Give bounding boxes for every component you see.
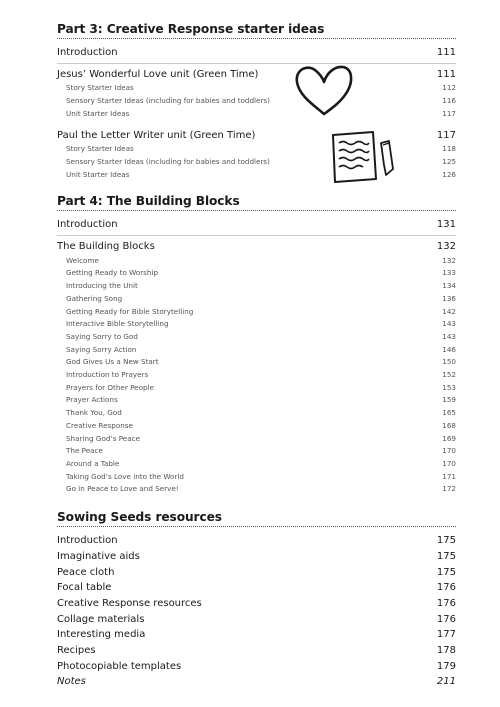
toc-label: Focal table — [57, 582, 112, 594]
toc-entry[interactable] — [57, 533, 456, 549]
toc-label: Taking God’s Love into the World — [66, 471, 184, 481]
toc-page: 132 — [436, 241, 456, 253]
toc-subentry[interactable] — [57, 483, 456, 496]
toc-label: Introduction — [57, 47, 118, 58]
toc-page: 177 — [436, 629, 456, 641]
toc-page: 171 — [442, 471, 456, 481]
toc-entry[interactable] — [57, 549, 456, 565]
part-4-section — [57, 194, 456, 496]
toc-page: 168 — [442, 420, 456, 430]
toc-label: Unit Starter Ideas — [66, 108, 130, 118]
toc-page: 178 — [436, 645, 456, 657]
toc-page: 153 — [442, 382, 456, 392]
toc-entry[interactable] — [57, 217, 456, 233]
toc-label: The Building Blocks — [57, 241, 155, 253]
toc-entry[interactable] — [57, 45, 456, 61]
toc-label: Paul the Letter Writer unit (Green Time) — [57, 129, 256, 141]
toc-label: Introducing the Unit — [66, 281, 138, 291]
part-3-title: Part 3: Creative Response starter ideas — [57, 22, 456, 39]
toc-page: 143 — [442, 319, 456, 329]
toc-label: Thank You, God — [66, 408, 122, 418]
toc-subentry[interactable] — [57, 82, 456, 95]
toc-page: 175 — [436, 535, 456, 547]
toc-page: 118 — [442, 144, 456, 154]
toc-page: 176 — [436, 613, 456, 625]
toc-label: Creative Response — [66, 420, 133, 430]
toc-page: 117 — [442, 108, 456, 118]
toc-entry[interactable] — [57, 596, 456, 612]
toc-page: 176 — [436, 597, 456, 609]
toc-subentry[interactable] — [57, 293, 456, 306]
toc-subentry[interactable] — [57, 394, 456, 407]
toc-label: Peace cloth — [57, 566, 115, 578]
toc-label: Saying Sorry Action — [66, 344, 137, 354]
toc-label: Gathering Song — [66, 293, 123, 303]
toc-page: 143 — [442, 331, 456, 341]
toc-entry[interactable] — [57, 580, 456, 596]
toc-label: Interesting media — [57, 629, 146, 641]
toc-page: 175 — [436, 550, 456, 562]
toc-subentry[interactable] — [57, 458, 456, 471]
toc-page: 112 — [442, 83, 456, 93]
toc-subentry[interactable] — [57, 318, 456, 331]
toc-label: Notes — [57, 676, 86, 688]
toc-page: 175 — [436, 566, 456, 578]
toc-entry[interactable] — [57, 565, 456, 581]
toc-label: Getting Ready for Bible Storytelling — [66, 306, 194, 316]
sowing-seeds-section — [57, 510, 456, 690]
toc-page: 170 — [442, 458, 456, 468]
toc-label: The Peace — [66, 446, 103, 456]
contents-page — [57, 22, 456, 690]
toc-label: Unit Starter Ideas — [66, 169, 130, 179]
toc-page: 211 — [436, 676, 456, 688]
toc-label: Sensory Starter Ideas (including for babies and toddlers) — [66, 96, 270, 106]
toc-subentry[interactable] — [57, 445, 456, 458]
toc-page: 170 — [442, 446, 456, 456]
toc-subentry[interactable] — [57, 306, 456, 319]
toc-entry[interactable] — [57, 239, 456, 255]
toc-entry[interactable] — [57, 612, 456, 628]
toc-subentry[interactable] — [57, 382, 456, 395]
toc-subentry[interactable] — [57, 267, 456, 280]
toc-subentry[interactable] — [57, 471, 456, 484]
heart-illustration — [293, 62, 355, 120]
toc-label: Recipes — [57, 645, 96, 657]
toc-page: 126 — [442, 169, 456, 179]
toc-page: 131 — [436, 219, 456, 231]
toc-label: Collage materials — [57, 613, 145, 625]
part-4-title: Part 4: The Building Blocks — [57, 194, 456, 211]
toc-label: Prayer Actions — [66, 395, 118, 405]
toc-subentry[interactable] — [57, 331, 456, 344]
toc-subentry[interactable] — [57, 344, 456, 357]
toc-page: 111 — [436, 47, 456, 58]
toc-label: Imaginative aids — [57, 550, 140, 562]
toc-subentry[interactable] — [57, 407, 456, 420]
toc-label: Welcome — [66, 255, 99, 265]
toc-page: 150 — [442, 357, 456, 367]
toc-page: 125 — [442, 156, 456, 166]
toc-subentry[interactable] — [57, 108, 456, 121]
toc-label: Sharing God’s Peace — [66, 433, 140, 443]
toc-label: Saying Sorry to God — [66, 331, 138, 341]
toc-label: Introduction — [57, 535, 118, 547]
toc-subentry[interactable] — [57, 280, 456, 293]
toc-page: 146 — [442, 344, 456, 354]
toc-subentry[interactable] — [57, 369, 456, 382]
toc-subentry[interactable] — [57, 356, 456, 369]
toc-label: Go in Peace to Love and Serve! — [66, 484, 179, 494]
toc-label: Getting Ready to Worship — [66, 268, 159, 278]
toc-entry[interactable] — [57, 627, 456, 643]
toc-label: Photocopiable templates — [57, 660, 182, 672]
toc-page: 165 — [442, 408, 456, 418]
toc-label: Story Starter Ideas — [66, 144, 134, 154]
toc-page: 133 — [442, 268, 456, 278]
toc-label: Prayers for Other People — [66, 382, 154, 392]
toc-page: 117 — [436, 129, 456, 141]
toc-label: Story Starter Ideas — [66, 83, 134, 93]
letter-and-pen-illustration — [329, 129, 399, 185]
toc-page: 176 — [436, 582, 456, 594]
toc-label: Interactive Bible Storytelling — [66, 319, 169, 329]
toc-label: Introduction to Prayers — [66, 370, 149, 380]
toc-label: Sensory Starter Ideas (including for babies and toddlers) — [66, 156, 270, 166]
toc-page: 142 — [442, 306, 456, 316]
toc-label: God Gives Us a New Start — [66, 357, 159, 367]
toc-page: 159 — [442, 395, 456, 405]
toc-subentry[interactable] — [57, 95, 456, 108]
sowing-seeds-title: Sowing Seeds resources — [57, 510, 456, 527]
toc-label: Around a Table — [66, 458, 120, 468]
toc-label: Jesus’ Wonderful Love unit (Green Time) — [57, 68, 259, 80]
toc-page: 134 — [442, 281, 456, 291]
toc-label: Introduction — [57, 219, 118, 231]
toc-page: 136 — [442, 293, 456, 303]
toc-page: 111 — [436, 68, 456, 80]
toc-label: Creative Response resources — [57, 597, 202, 609]
toc-page: 132 — [442, 255, 456, 265]
part-3-section — [57, 22, 456, 181]
toc-subentry[interactable] — [57, 255, 456, 268]
toc-entry[interactable] — [57, 659, 456, 675]
toc-page: 116 — [442, 96, 456, 106]
toc-page: 179 — [436, 660, 456, 672]
toc-subentry[interactable] — [57, 433, 456, 446]
toc-entry-notes[interactable] — [57, 674, 456, 690]
toc-entry[interactable] — [57, 67, 456, 83]
toc-subentry[interactable] — [57, 420, 456, 433]
toc-page: 172 — [442, 484, 456, 494]
toc-entry[interactable] — [57, 643, 456, 659]
toc-page: 169 — [442, 433, 456, 443]
toc-page: 152 — [442, 370, 456, 380]
